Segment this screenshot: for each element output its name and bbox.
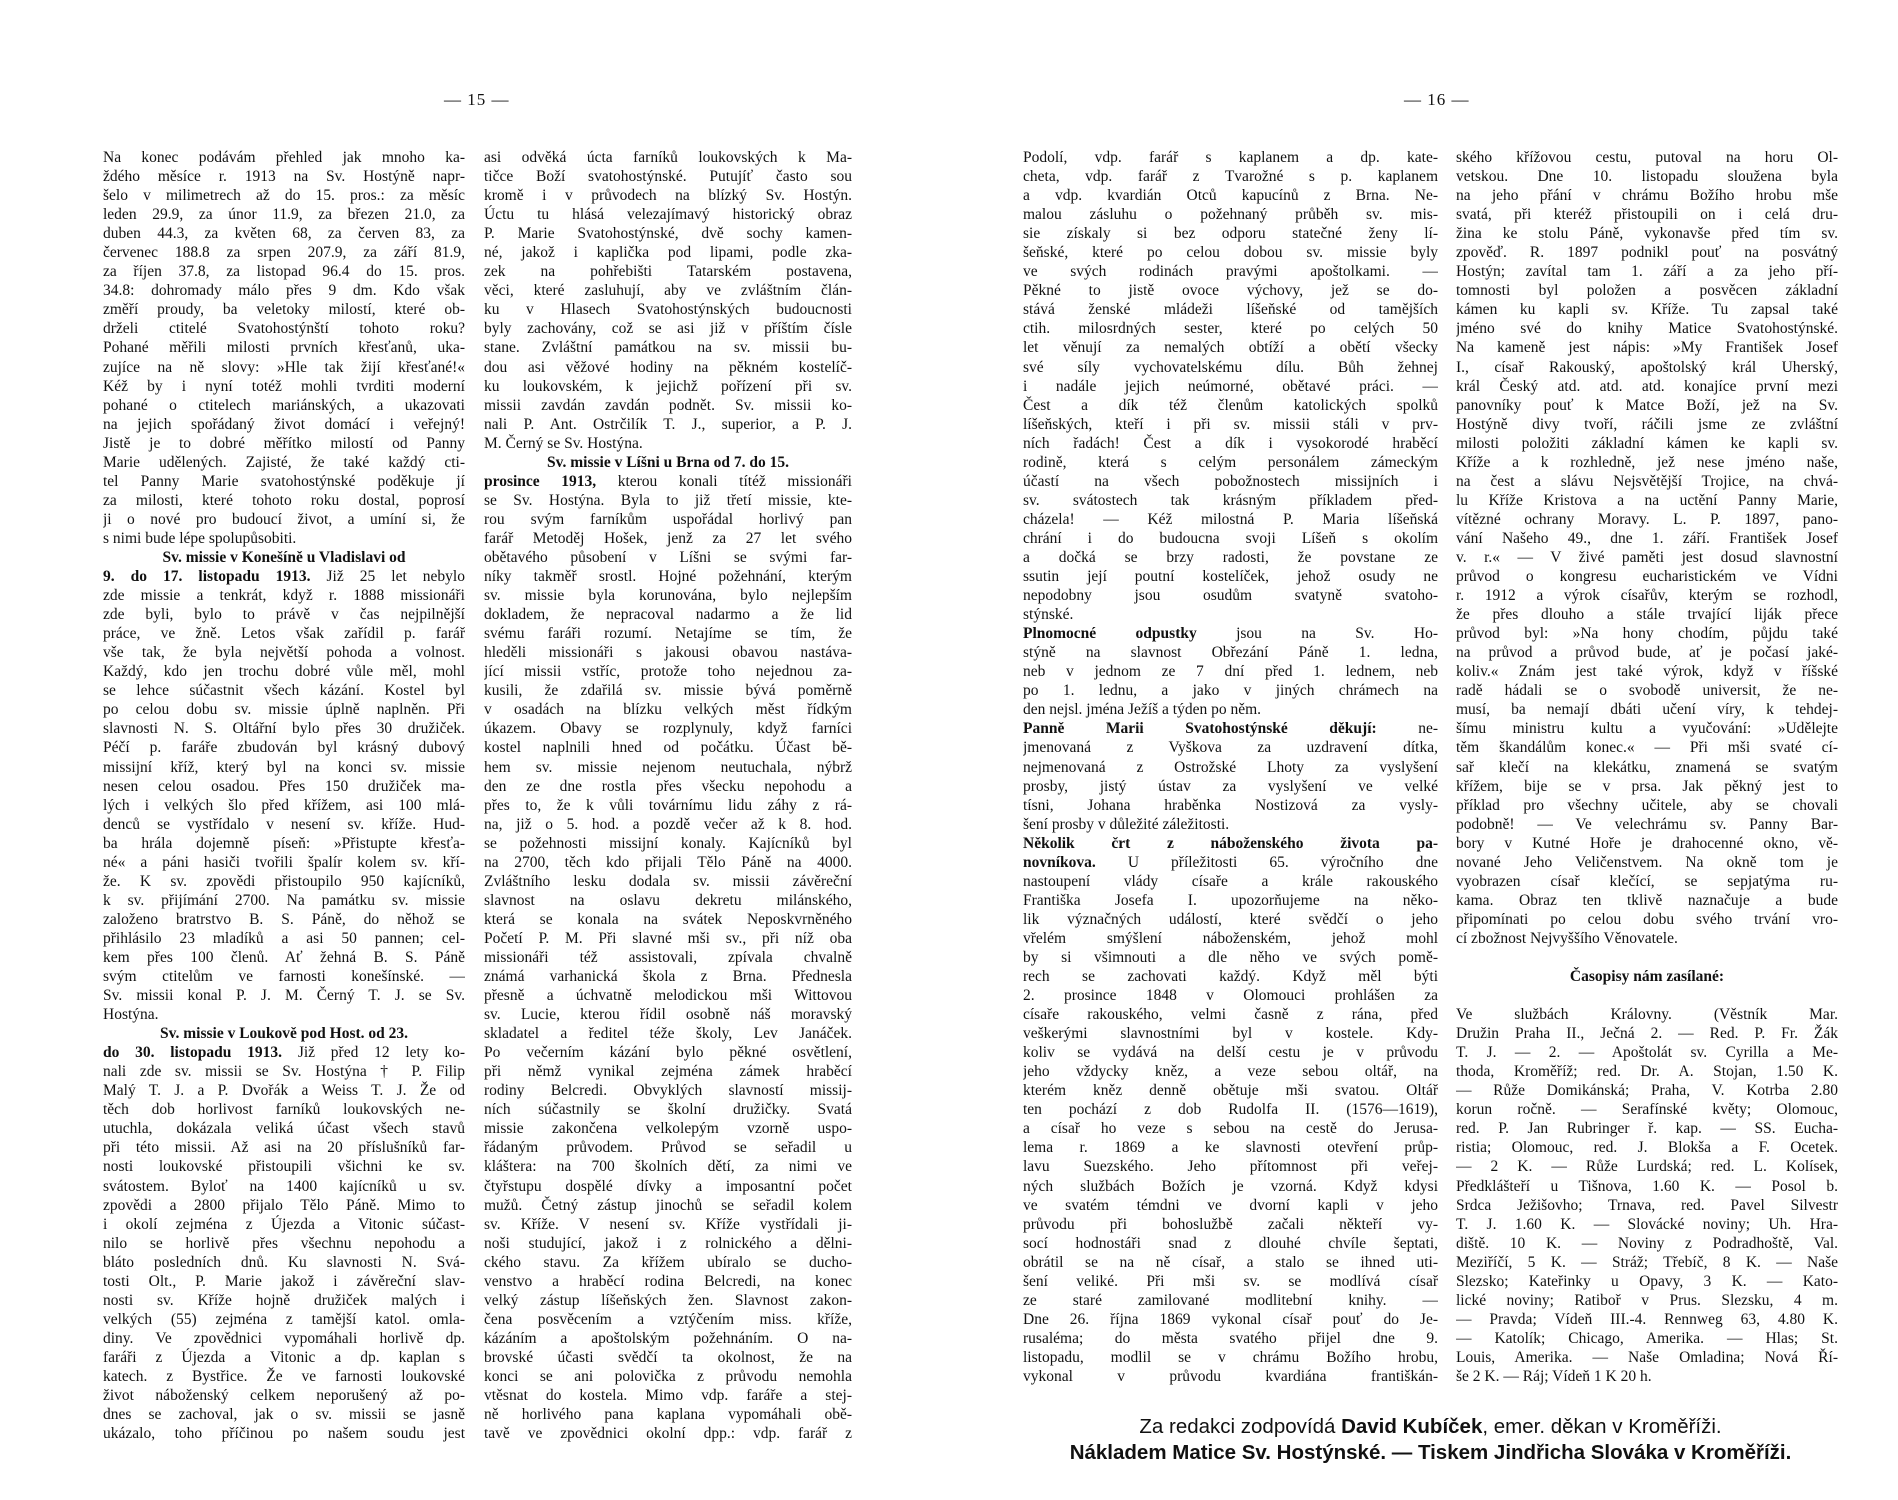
section-heading: prosince 1913, [484,472,597,490]
page-number-left: — 15 — [444,90,510,109]
text-line: T. J. — 2. — Apoštolát sv. Cyrilla a Me- [1456,1044,1838,1062]
text-line: kostel naplnili hned od počátku. Účast bě- [484,739,852,757]
text-line: zpověď. R. 1897 podnikl pouť na posvátný [1456,244,1838,262]
text-line: slavnost na oslavu dekretu milánského, [484,891,852,909]
text-line: věci, které zasluhují, aby ve zvláštním člán- [484,282,852,300]
text-line: listopadu, modlil se v chrámu Božího hrobu, [1023,1348,1438,1366]
text-line: chrání i do budoucna svoji Líšeň s okolím [1023,529,1438,547]
text-line: nepodobny jsou osudům svatyně svatoho- [1023,587,1438,605]
text-line: Marie udělených. Zajisté, že také každý cti- [103,453,465,471]
text-line: Hostýn; zavítal tam 1. září a za jeho pří- [1456,263,1838,281]
text-line: ku v Hlasech Svatohostýnských budoucnosti [484,301,852,319]
text-line: ve svých rodinách pravými apoštolkami. — [1023,263,1438,281]
text-line: změří proudy, ba veletoky milostí, které ob- [103,301,465,319]
text-line: slavnosti N. S. Oltářní bylo přes 30 družiček. [103,720,465,738]
text-line: kázáním a apoštolským požehnáním. O na- [484,1329,852,1347]
text-line: zpovědi a 2800 přijalo Tělo Páně. Mimo to [103,1196,465,1214]
text-line: Jistě je to dobré měřítko milostí od Panny [103,434,465,452]
imprint-text-a: Za redakci zodpovídá [1139,1415,1342,1438]
text-line: průvodu při bohoslužbě začali někteří vy- [1023,1215,1438,1233]
imprint-text-c: , emer. děkan v Kroměříži. [1482,1415,1722,1438]
text-line: žina ke stolu Páně, vykonavše před tím sv. [1456,225,1838,243]
text-line: přes to, že k vůli továrnímu lidu záhy z rá- [484,796,852,814]
text-line: ckého stavu. Za křížem ubíralo se ducho- [484,1253,852,1271]
editor-imprint [1023,1415,1838,1439]
text-line: Srdca Ježišovho; Trnava, red. Pavel Silvestr [1456,1196,1838,1214]
text-line: katech. z Bystřice. Že ve farnosti loukovské [103,1368,465,1385]
text-line: koliv se vydává na delší cestu je v průvodu [1023,1044,1438,1062]
text-line: ristia; Olomouc, red. J. Blokša a F. Ocetek. [1456,1139,1838,1157]
text-line: hem sv. missie nejenom neutuchala, nýbrž [484,758,852,776]
text-line: lema r. 1869 a ke slavnosti otevření průp- [1023,1139,1438,1157]
text-line: den nejsl. jména Ježíš a týden po něm. [1023,701,1262,719]
text-line: zek na pohřebišti Tatarském postavena, [484,263,852,281]
text-line: přihlásilo 23 mladíků a asi 50 pannen; cel- [103,929,465,947]
text-line: denců se vystřídalo v nesení sv. kříže. Hud- [103,815,465,833]
text-line: král Český atd. atd. atd. konajíce první mezi [1456,377,1838,395]
text-line: utuchla, dokázala veliká účast všech stavů [103,1120,465,1138]
text-line: jeho vždycky kněz, a veze sebou oltář, na [1023,1063,1438,1081]
text-line: Kéž by i nyní totéž mohli tvrditi moderní [103,377,465,395]
text-line: lické noviny; Ratibоř v Prus. Slezsku, 4 m. [1456,1291,1838,1309]
text-line: I., císař Rakouský, apoštolský král Uherský, [1456,358,1838,376]
section-heading: Sv. missie v Líšni u Brna od 7. do 15. [546,453,790,471]
text-line: stýně na slavnost Obřezání Páně 1. ledna, [1023,644,1438,662]
text-line: vtěsnat do kostela. Mimo vdp. faráře a stej- [484,1387,852,1405]
text-line: cheta, vdp. farář z Tvarožné s p. kaplanem [1023,168,1438,186]
text-line: líšeňských, kteří i při sv. missii stáli v prv- [1023,415,1438,433]
text-line: úkazem. Obavy se rozplynuly, když farníci [484,720,852,738]
text-line: i okolí zejména z Újezda a Vitonic súčast- [103,1215,465,1233]
text-line: nosti sv. Kříže hojně družiček malých i [103,1291,465,1309]
text-line: Sv. missii konal P. J. M. Černý T. J. se Sv. [103,987,465,1005]
text-line: za milosti, které tohoto roku dostal, poprosí [103,491,465,509]
text-line: svatá, při kteréž přistoupili on i celá dru- [1456,206,1838,224]
section-heading: do 30. listopadu 1913. [103,1044,283,1062]
text-line: vítězné ochrany Moravy. L. P. 1897, pano- [1456,510,1838,528]
section-heading-line [484,472,852,491]
text-line: Louis, Amerika. — Naše Omladina; Nová Ří- [1456,1348,1838,1366]
text-line: velkých (55) zejména z tamější katol. omla- [103,1310,465,1328]
section-heading: 9. do 17. listopadu 1913. [103,568,311,586]
text-line: Meziříčí, 5 K. — Stráž; Třebíč, 8 K. — Naše [1456,1253,1838,1271]
text-line: sař klečí na klekátku, znamená se svatým [1456,758,1838,776]
text-line: na průvod a průvod bude, ať je počasí jaké- [1456,644,1838,662]
text-line: na 2700, těch kdo přijali Tělo Páně na 4000. [484,853,852,871]
text-line: za říjen 37.8, za listopad 96.4 do 15. pros. [103,263,465,281]
text-line: skladatel a ředitel téže školy, Lev Janáček. [484,1025,852,1043]
text-line: tičce Boží svatohostýnské. Putujíť často sou [484,168,852,186]
section-heading: Časopisy nám zasílané: [1569,968,1725,986]
text-line: účastí na všech pobožnostech missijních i [1023,472,1438,490]
text-line: kláštera: na 700 školních dětí, za nimi ve [484,1158,852,1176]
text-line: své síly vychovatelskému dílu. Bůh žehnej [1023,358,1438,376]
section-heading: novníkova. [1023,853,1096,871]
text-line: svátostem. Byloť na 1400 kajícníků u sv. [103,1177,465,1195]
text-line: a vdp. kvardián Otců kapucínů z Brna. Ne- [1023,187,1438,205]
text-line: sv. svátostech tak krásným příkladem před- [1023,491,1438,509]
text-line: tomnosti byl položen a posvěcen základní [1456,282,1838,300]
text-line: asi odvěká úcta farníků loukovských k Ma- [484,149,852,166]
text-line: císaře rakouského, velmi časně z rána, před [1023,1006,1438,1024]
text-line: dokladem, že nepracoval nadarmo a že lid [484,606,852,624]
text-line: ve svatém témdni ve dvorní kapli v jeho [1023,1196,1438,1214]
text-line: nejmenovaná z Ostrožské Lhoty za vyslyšení [1023,758,1438,776]
section-heading-line [103,1043,465,1062]
section-heading: Sv. missie v Loukově pod Host. od 23. [159,1025,409,1043]
text-line: ba hrála dojemně píseň: »Přistupte křesťa- [103,834,465,852]
section-heading-line [1023,853,1438,872]
text-line: Podolí, vdp. farář s kaplanem a dp. kate- [1023,149,1438,166]
text-line: bláto posledních dnů. Ku slavnosti N. Svá- [103,1253,465,1271]
text-line: šení veliké. Při mši sv. se modlívá císař [1023,1272,1438,1290]
text-line: veškerými slavnostními byl v kostele. Kdy- [1023,1025,1438,1043]
text-line: — Růže Domikánská; Praha, V. Kotrba 2.80 [1456,1082,1838,1100]
text-line: dou asi věžové hodiny na pěkném kostelíč- [484,358,852,376]
text-line: ných službách Božích je vzorná. Když kdysi [1023,1177,1438,1195]
text-line: vše tak, že byla největší pohoda a volnost. [103,644,465,662]
text-line: Předklášteří u Tišnova, 1.60 K. — Posol b. [1456,1177,1838,1195]
text-line: Zvláštního lesku dodala sv. missii závěreční [484,872,852,890]
page-15-column-2 [484,148,852,1443]
section-heading: Několik črt z náboženského života pa- [1023,834,1438,852]
section-heading-line [1023,719,1438,738]
text-line: že. K sv. zpovědi přistoupilo 950 kajícníků, [103,872,465,890]
text-line: rodiny Belcredi. Obvyklých slavností missij- [484,1082,852,1100]
text-line: neb v jednom ze 7 dní před 1. lednem, neb [1023,663,1438,681]
text-line: ních řadách! Čest a dík i vysokorodé hraběcí [1023,434,1438,452]
text-line: ctih. milosrdných sester, které po celých 50 [1023,320,1438,338]
text-line: dnes se zachoval, jak o sv. missii se jasně [103,1406,465,1424]
text-line: — Pravda; Vídeň III.-4. Rennweg 63, 4.80 K. [1456,1310,1838,1328]
text-line: nastoupení vlády císaře a krále rakouského [1023,872,1438,890]
text-line: rou svým farníkům uspořádal horlivý pan [484,510,852,528]
text-line: sv. missie byla korunována, bylo nejlepším [484,587,852,605]
text-line: venstvo a hraběcí rodina Belcredi, na konec [484,1272,852,1290]
text-line: která se konala na svátek Neposkvrněného [484,910,852,928]
text-line: ssutin její poutní kostelíček, jehož osudy ne [1023,568,1438,586]
text-line: den ze dne rostla přes všecku nepohodu a [484,777,852,795]
text-line: brovské účasti svědčí ta okolnost, že na [484,1348,852,1366]
text-line: lavu Suezského. Jeho přítomnost při veřej- [1023,1158,1438,1176]
text-line: červenec 188.8 za srpen 207.9, za září 81.9, [103,244,465,262]
text-line: P. Marie Svatohostýnské, dvě sochy kamen- [484,225,852,243]
page-16-column-1 [1023,148,1438,1386]
text-line: křížem, bije se v prsa. Jak pěkný jest to [1456,777,1838,795]
text-line: Františka Josefa I. upozorňujeme na něko- [1023,891,1438,909]
text-line: obrátil se na ně císař, a stalo se ihned uti- [1023,1253,1438,1271]
paragraph-start: U příležitosti 65. výročního dne [1095,853,1438,871]
text-line: drželi ctitelé Svatohostýnští tohoto roku? [103,320,465,338]
text-line: ukázalo, toho příčinou po našem soudu jest [103,1425,465,1443]
text-line: čtyřstupu dospělé dívky a imposantní počet [484,1177,852,1195]
text-line: se lehce súčastnit všech kázání. Kostel byl [103,682,465,700]
text-line: obětavého působení v Líšni se svými far- [484,548,852,566]
section-heading-line [1023,834,1438,853]
text-line: lik význačných událostí, které svědčí o jeho [1023,910,1438,928]
section-heading-line [103,567,465,586]
text-line: ždého měsíce r. 1913 na Sv. Hostýně napr- [103,168,465,186]
text-line: nali zde sv. missii se Sv. Hostýna † P. Filip [103,1063,465,1081]
text-line: kem přes 100 členů. Ať žehná B. S. Páně [103,948,465,966]
text-line: rech se zachovati každý. Když měl býti [1023,968,1438,986]
text-line: Družin Praha II., Ječná 2. — Red. P. Fr. Žák [1456,1025,1838,1043]
text-line: k sv. přijímání 2700. Na památku sv. missie [103,891,465,909]
text-line: na jeho přání v chrámu Božího hrobu mše [1456,187,1838,205]
text-line: farář Metoděj Hošek, jenž za 27 let svého [484,529,852,547]
text-line: známá varhanická škola z Brna. Přednesla [484,968,852,986]
text-line: malou zásluhu o požehnaný průběh sv. mis- [1023,206,1438,224]
text-line: šeňské, které po celou dobou sv. missie byly [1023,244,1438,262]
text-line: vání Našeho 49., dne 1. září. František Josef [1456,529,1838,547]
text-line: připomínati po celou dobu svého trvání vro- [1456,910,1838,928]
spacer [1456,948,1838,967]
text-line: na jejich spořádaný život domácí i veřejný! [103,415,465,433]
text-line: kusili, že zdařilá sv. missie bývá poměrně [484,682,852,700]
text-line: ského křížovou cestu, putoval na horu Ol- [1456,149,1838,166]
text-line: zujíce na ně slovy: »Hle tak žijí křesťané!« [103,358,465,376]
text-line: Čest a dík též členům katolických spolků [1023,396,1438,414]
text-line: s nimi bude lépe spolupůsobiti. [103,529,297,547]
text-line: Po večerním kázání bylo pěkné osvětlení, [484,1044,852,1062]
text-line: přesně a úchvatně melodickou mši Wittovou [484,987,852,1005]
text-line: Pěkné to jistě ovoce výchovy, jež se do- [1023,282,1438,300]
text-line: Pohané měřili milosti prvních křesťanů, ukа- [103,339,465,357]
text-line: Malý T. J. a P. Dvořák a Weiss T. J. Že od [103,1082,465,1100]
text-line: a císař ho veze s sebou na cestě do Jerusa- [1023,1120,1438,1138]
text-line: se Sv. Hostýna. Byla to již třetí missie, kte- [484,491,852,509]
text-line: zde byli, bylo to právě v čas nejpilnější [103,606,465,624]
text-line: Každý, kdo jen trochu dobré vůle měl, mohl [103,663,465,681]
text-line: né« a páni hasiči tvořili špalír kolem sv. kří- [103,853,465,871]
text-line: tosti Olt., P. Marie jakož i závěreční slav- [103,1272,465,1290]
paragraph-start: kterou konali títéž missionáři [596,472,852,490]
text-line: tísni, Johana hraběnka Nostizová za vysly- [1023,796,1438,814]
text-line: missijní kříž, který byl na konci sv. missie [103,758,465,776]
section-heading: Plnomocné odpustky [1023,625,1197,643]
text-line: příklad pro všechny učitele, aby se chovali [1456,796,1838,814]
text-line: sv. Kříže. V nesení sv. Kříže vystřídali ji- [484,1215,852,1233]
text-line: sv. Lucie, kterou řídil osobně náš moravský [484,1006,852,1024]
text-line: Na konec podávám přehled jak mnoho ka- [103,149,465,166]
text-line: po 1. lednu, a jako v jiných chrámech na [1023,682,1438,700]
text-line: řádaným průvodem. Průvod se seřadil u [484,1139,852,1157]
text-line: korun ročně. — Serafínské květy; Olomouc, [1456,1101,1838,1119]
text-line: nované Jeho Veličenstvem. Na okně tom je [1456,853,1838,871]
text-line: 34.8: dohromady málo přes 9 dm. Kdo však [103,282,465,300]
text-line: ku loukovském, k jejichž pořízení při sv. [484,377,852,395]
text-line: Úctu tu hlásá velezajímavý historický obraz [484,206,852,224]
text-line: kama. Obraz ten tklivě naznačuje a bude [1456,891,1838,909]
text-line: založeno bratrstvo B. S. Páně, do něhož se [103,910,465,928]
text-line: milosti položiti základní kámen ke kapli sv. [1456,434,1838,452]
text-line: mužů. Četný zástup jinochů se seřadil kolem [484,1196,852,1214]
text-line: rodině, která s celým personálem zámeckým [1023,453,1438,471]
text-line: čena posvěcením a vztýčením miss. kříže, [484,1310,852,1328]
text-line: koliv.« Znám jest také výrok, když v říšské [1456,663,1838,681]
text-line: jmenovaná z Vyškova za uzdravení dítka, [1023,739,1438,757]
text-line: tel Panny Marie svatohostýnské poděkuje jí [103,472,465,490]
text-line: vykonal v průvodu kvardiána františkán- [1023,1368,1438,1385]
text-line: diny. Ve zpovědnici vypomáhali horlivě dp. [103,1329,465,1347]
text-line: Ve službách Královny. (Věstník Mar. [1456,1006,1838,1024]
text-line: jméno své do knihy Matice Svatohostýnské. [1456,320,1838,338]
text-line: průvod byl: »Na hony chodím, půjdu také [1456,625,1838,643]
text-line: prosby, jistý ústav za vyslyšení ve velké [1023,777,1438,795]
text-line: red. P. Jan Rubringer ř. kap. — SS. Eucha- [1456,1120,1838,1138]
text-line: svému faráři rozumí. Netajíme se tím, že [484,625,852,643]
text-line: na čest a slávu Nejsvětější Trojice, na chvá- [1456,472,1838,490]
text-line: Dne 26. října 1869 vykonal císař pouť do Je- [1023,1310,1438,1328]
text-line: hleděli missionáři s jakousi obavou nastáva- [484,644,852,662]
section-heading-line [1023,624,1438,643]
text-line: missii zavdán zavdán podnět. Sv. missii ko- [484,396,852,414]
text-line: — Katolík; Chicago, Amerika. — Hlas; St. [1456,1329,1838,1347]
paragraph-start: Již 25 let nebylo [310,568,465,586]
text-line: v osadách na blízku velkých měst řídkým [484,701,852,719]
text-line: svým ctitelům ve farnosti konešínské. — [103,968,465,986]
text-line: né, jakož i kaplička pod lipami, podle zka- [484,244,852,262]
text-line: ji o nové pro budoucí život, a umíní si, že [103,510,465,528]
page-15-column-1 [103,148,465,1443]
text-line: M. Černý se Sv. Hostýna. [484,434,643,452]
text-line: vyobrazen císař klečící, se sepjatýma ru- [1456,872,1838,890]
text-line: by si všimnouti a dle něho ve svých pomě- [1023,948,1438,966]
editor-name: David Kubíček [1341,1415,1483,1438]
text-line: Kříže a k rozhledně, jež nese jméno naše, [1456,453,1838,471]
text-line: duben 44.3, za květen 68, za červen 83, za [103,225,465,243]
paragraph-start: jsou na Sv. Ho- [1196,625,1438,643]
text-line: cí zbožnost Nejvyššího Věnovatele. [1456,929,1678,947]
text-line: nali P. Ant. Ostrčilík T. J., superior, a P. J. [484,415,852,433]
text-line: 2. prosince 1848 v Olomouci prohlášen za [1023,987,1438,1005]
text-line: nosti loukovské přistoupili všichni ke sv. [103,1158,465,1176]
text-line: těch dob horlivost farníků loukovských ne- [103,1101,465,1119]
text-line: kromě i v průvodech na blízký Sv. Hostýn. [484,187,852,205]
text-line: a dočká se brzy radosti, že povstane ze [1023,548,1438,566]
text-line: se požehnosti missijní konaly. Kajícníků byl [484,834,852,852]
text-line: stane. Zvláštní památkou na sv. missii bu- [484,339,852,357]
text-line: Hostýně divy tvoří, ráčili jsme ze zvláštní [1456,415,1838,433]
text-line: při této missii. Až asi na 20 příslušníků far- [103,1139,465,1157]
text-line: podobně! — Ve velechrámu sv. Panny Bar- [1456,815,1838,833]
text-line: ten pochází z dob Rudolfa II. (1576—1619), [1023,1101,1438,1119]
text-line: po celou dobu sv. missie úplně naplněn. Při [103,701,465,719]
text-line: leden 29.9, za únor 11.9, za březen 21.0, za [103,206,465,224]
text-line: šelo v milimetrech až do 15. pros.: za měsíc [103,187,465,205]
text-line: při němž vynikal zejména zámek hraběcí [484,1063,852,1081]
text-line: Početí P. M. Při slavné mši sv., při níž oba [484,929,852,947]
text-line: missie zakončena velkolepým vzorně uspo- [484,1120,852,1138]
paragraph-start: ne- [1376,720,1438,738]
text-line: jící missii vstříc, protože toho nejednou za- [484,663,852,681]
text-line: noši studující, jakož i z rolnického a dělni- [484,1234,852,1252]
text-line: stává ženské mládeži líšeňské od tamějších [1023,301,1438,319]
text-line: vetskou. Dne 10. listopadu sloužena byla [1456,168,1838,186]
text-line: pohané o ctitelech mariánských, a ukazovati [103,396,465,414]
text-line: musí, ba nemají dbáti učení víry, k tehdej- [1456,701,1838,719]
text-line: rusaléma; do města svatého přijel dne 9. [1023,1329,1438,1347]
text-line: v. r.« — V živé paměti jest dosud slavnostní [1456,548,1838,566]
section-heading: Sv. missie v Konešíně u Vladislavi od [162,548,406,566]
text-line: missionáři též assistovali, zpívala chvalně [484,948,852,966]
text-line: kterém kněz denně obětuje mši svatou. Oltář [1023,1082,1438,1100]
text-line: ze staré zamilované modlitební knihy. — [1023,1291,1438,1309]
text-line: lých i velkých šlo před křížem, asi 100 mlá- [103,796,465,814]
text-line: Na kameně jest nápis: »My František Josef [1456,339,1838,357]
text-line: i nadále jejich neúmorné, obětavé práci. — [1023,377,1438,395]
text-line: vřelém smýšlení náboženském, jehož mohl [1023,929,1438,947]
text-line: T. J. 1.60 K. — Slovácké noviny; Uh. Hra- [1456,1215,1838,1233]
text-line: panovníky pouť k Matce Boží, jež na Sv. [1456,396,1838,414]
text-line: velký zástup líšeňských žen. Slavnost zakon- [484,1291,852,1309]
spacer [1456,986,1838,1005]
text-line: tavě ve zpovědnici okolní dpp.: vdp. farář z [484,1425,852,1443]
text-line: konci se ani polovička z průvodu nemohla [484,1368,852,1385]
page-number-right: — 16 — [1404,90,1470,109]
text-line: zde missie a tenkrát, když r. 1888 missionáři [103,587,465,605]
text-line: lu Kříže Kristova a na uctění Panny Marie, [1456,491,1838,509]
text-line: kámen ku kapli sv. Kříže. Tu zapsal také [1456,301,1838,319]
text-line: těm škandálům konec.« — Při mši svaté cí- [1456,739,1838,757]
page-16-column-2 [1456,148,1838,1386]
text-line: Péčí p. faráře zbudován byl krásný dubový [103,739,465,757]
text-line: život náboženský celkem neporušený až po- [103,1387,465,1405]
text-line: Slezsko; Kateřinky u Opavy, 3 K. — Kato- [1456,1272,1838,1290]
text-line: let věnují za nemalých obtíží a obětí všecky [1023,339,1438,357]
text-line: faráři z Újezda a Vitonic a dp. kaplan s [103,1348,465,1366]
text-line: práce, ve žně. Letos však zařídil p. farář [103,625,465,643]
text-line: níky takměř srostl. Hojné požehnání, kterým [484,568,852,586]
text-line: bory v Kutné Hoře je drahocenné okno, vě- [1456,834,1838,852]
paragraph-start: Již před 12 lety ko- [282,1044,465,1062]
text-line: socí hodnostáři snad z dlouhé chvíle šeptati, [1023,1234,1438,1252]
text-line: šímu ministru kultu a vyučování: »Udělejte [1456,720,1838,738]
text-line: Hostýna. [103,1006,159,1024]
text-line: byly zachovány, což se asi již v příštím čísle [484,320,852,338]
text-line: sie získaly si bez odporu statečné ženy lí- [1023,225,1438,243]
text-line: průvod o kongresu eucharistickém ve Vídni [1456,568,1838,586]
text-line: r. 1912 a výrok císařův, kterým se rozhodl, [1456,587,1838,605]
text-line: na, již o 5. hod. a pozdě večer až k 8. hod. [484,815,852,833]
text-line: — 2 K. — Růže Lurdská; red. L. Kolísek, [1456,1158,1838,1176]
text-line: thoda, Kroměříž; red. Dr. A. Stojan, 1.50 K. [1456,1063,1838,1081]
text-line: še 2 K. — Ráj; Vídeň 1 K 20 h. [1456,1368,1652,1385]
text-line: radě hádali se o svobodě universit, že ne- [1456,682,1838,700]
text-line: že přes dlouho a stále trvající liják přece [1456,606,1838,624]
text-line: ních súčastnily se školní družičky. Svatá [484,1101,852,1119]
text-line: ně horlivého pana kaplana vypomáhali obě- [484,1406,852,1424]
text-line: diště. 10 K. — Noviny z Podradhoště, Val. [1456,1234,1838,1252]
text-line: stýnské. [1023,606,1074,624]
text-line: cházela! — Kéž milostná P. Maria líšeňská [1023,510,1438,528]
publisher-imprint: Nákladem Matice Sv. Hostýnské. — Tiskem Jindřicha Slováka v Kroměříži. [1069,1441,1792,1464]
text-line: nesen celou osadou. Přes 150 družiček ma- [103,777,465,795]
text-line: nilo se horlivě přes všechnu nepohodu a [103,1234,465,1252]
section-heading: Panně Marii Svatohostýnské děkují: [1023,720,1377,738]
text-line: šení prosby v důležité záležitosti. [1023,815,1230,833]
